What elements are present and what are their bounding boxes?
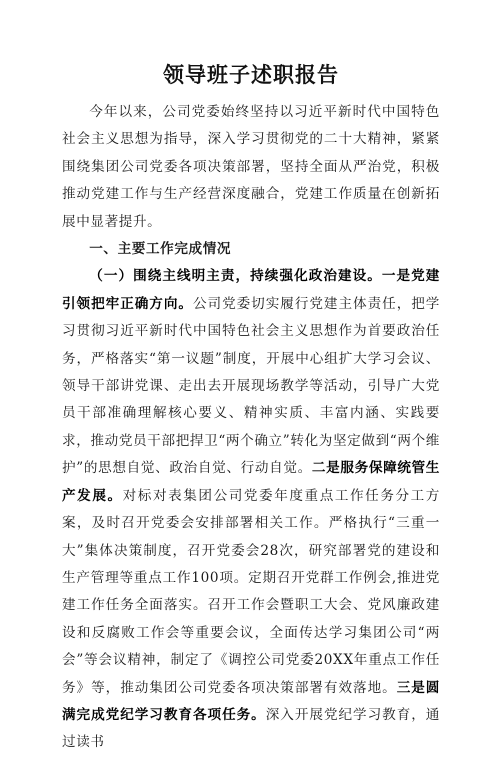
section-heading: 一、主要工作完成情况 <box>89 241 232 258</box>
document-title: 领导班子述职报告 <box>163 62 339 87</box>
point-2-title: 二是服务保障统管生产发展。 <box>62 460 441 504</box>
subsection-lead: （一）围绕主线明主责，持续强化政治建设。 <box>89 268 382 285</box>
point-2-body: 对标对表集团公司党委年度重点工作任务分工方案，及时召开党委会安排部署相关工作。严格执行“三重一大”集体决策制度，召开党委会28次，研究部署党的建设和生产管理等重点工作100项。定期召开党群工作例会,推进党建工作任务全面落实。召开工作会暨职工大会、党风廉政建设和反腐败工作会等重要会议，全面传达学习集团公司“两会”等会议精神，制定了《调控公司党委20XX年重点工作任务》等，推动集团公司党委各项决策部署有效落地。 <box>62 487 440 696</box>
intro-paragraph: 今年以来，公司党委始终坚持以习近平新时代中国特色社会主义思想为指导，深入学习贯彻党的二十大精神，紧紧围绕集团公司党委各项决策部署，坚持全面从严治党，积极推动党建工作与生产经营深度融合，党建工作质量在创新拓展中显著提升。 <box>62 104 440 230</box>
point-3-title: 三是圆满完成党纪学习教育各项任务。 <box>62 679 440 723</box>
point-1-body: 公司党委切实履行党建主体责任，把学习贯彻习近平新时代中国特色社会主义思想作为首要政治任务，严格落实“第一议题”制度，开展中心组扩大学习会议、领导干部讲党课、走出去开展现场教学等活动，引导广大党员干部准确理解核心要义、精神实质、丰富内涵、实践要求，推动党员干部把捍卫“两个确立”转化为坚定做到“两个维护”的思想自觉、政治自觉、行动自觉。 <box>62 295 440 477</box>
body-paragraph <box>62 263 440 756</box>
point-3-body: 深入开展党纪学习教育，通过读书 <box>62 706 440 751</box>
point-1-title: 一是党建引领把牢正确方向。 <box>62 268 441 312</box>
